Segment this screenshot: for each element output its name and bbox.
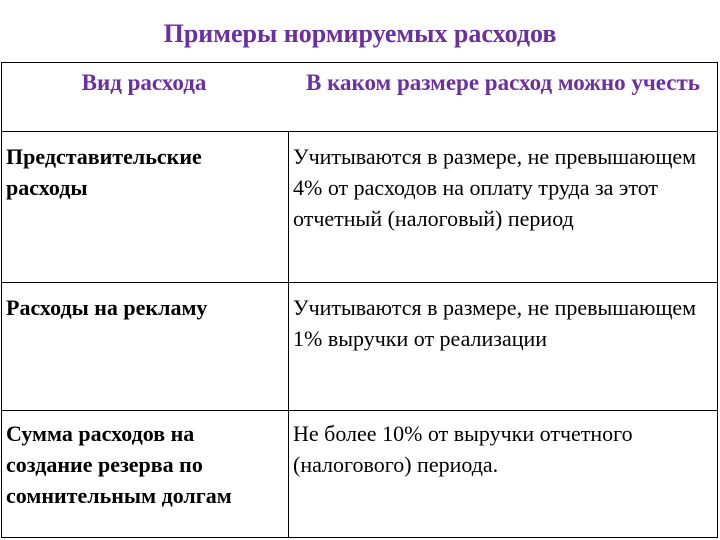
column-header-amount: В каком размере расход можно учесть xyxy=(306,70,700,95)
row-3-type: Сумма расходов на создание резерва по сомнительным долгам xyxy=(6,421,232,508)
table-row-divider xyxy=(2,131,717,132)
row-2-amount: Учитываются в размере, не превышающем 1% выручки от реализации xyxy=(293,295,697,351)
row-1-type: Представительские расходы xyxy=(6,144,202,200)
row-1-amount: Учитываются в размере, не превышающем 4% от расходов на оплату труда за этот отчетный (налоговый) период xyxy=(293,144,697,231)
table-column-divider xyxy=(288,131,289,537)
row-2-type: Расходы на рекламу xyxy=(6,295,208,320)
row-3-amount: Не более 10% от выручки отчетного (налогового) периода. xyxy=(293,421,633,477)
page-title: Примеры нормируемых расходов xyxy=(163,19,557,48)
column-header-type: Вид расхода xyxy=(81,70,207,95)
table-row-divider xyxy=(2,282,717,283)
table-row-divider xyxy=(2,410,717,411)
expenses-table xyxy=(1,62,718,538)
